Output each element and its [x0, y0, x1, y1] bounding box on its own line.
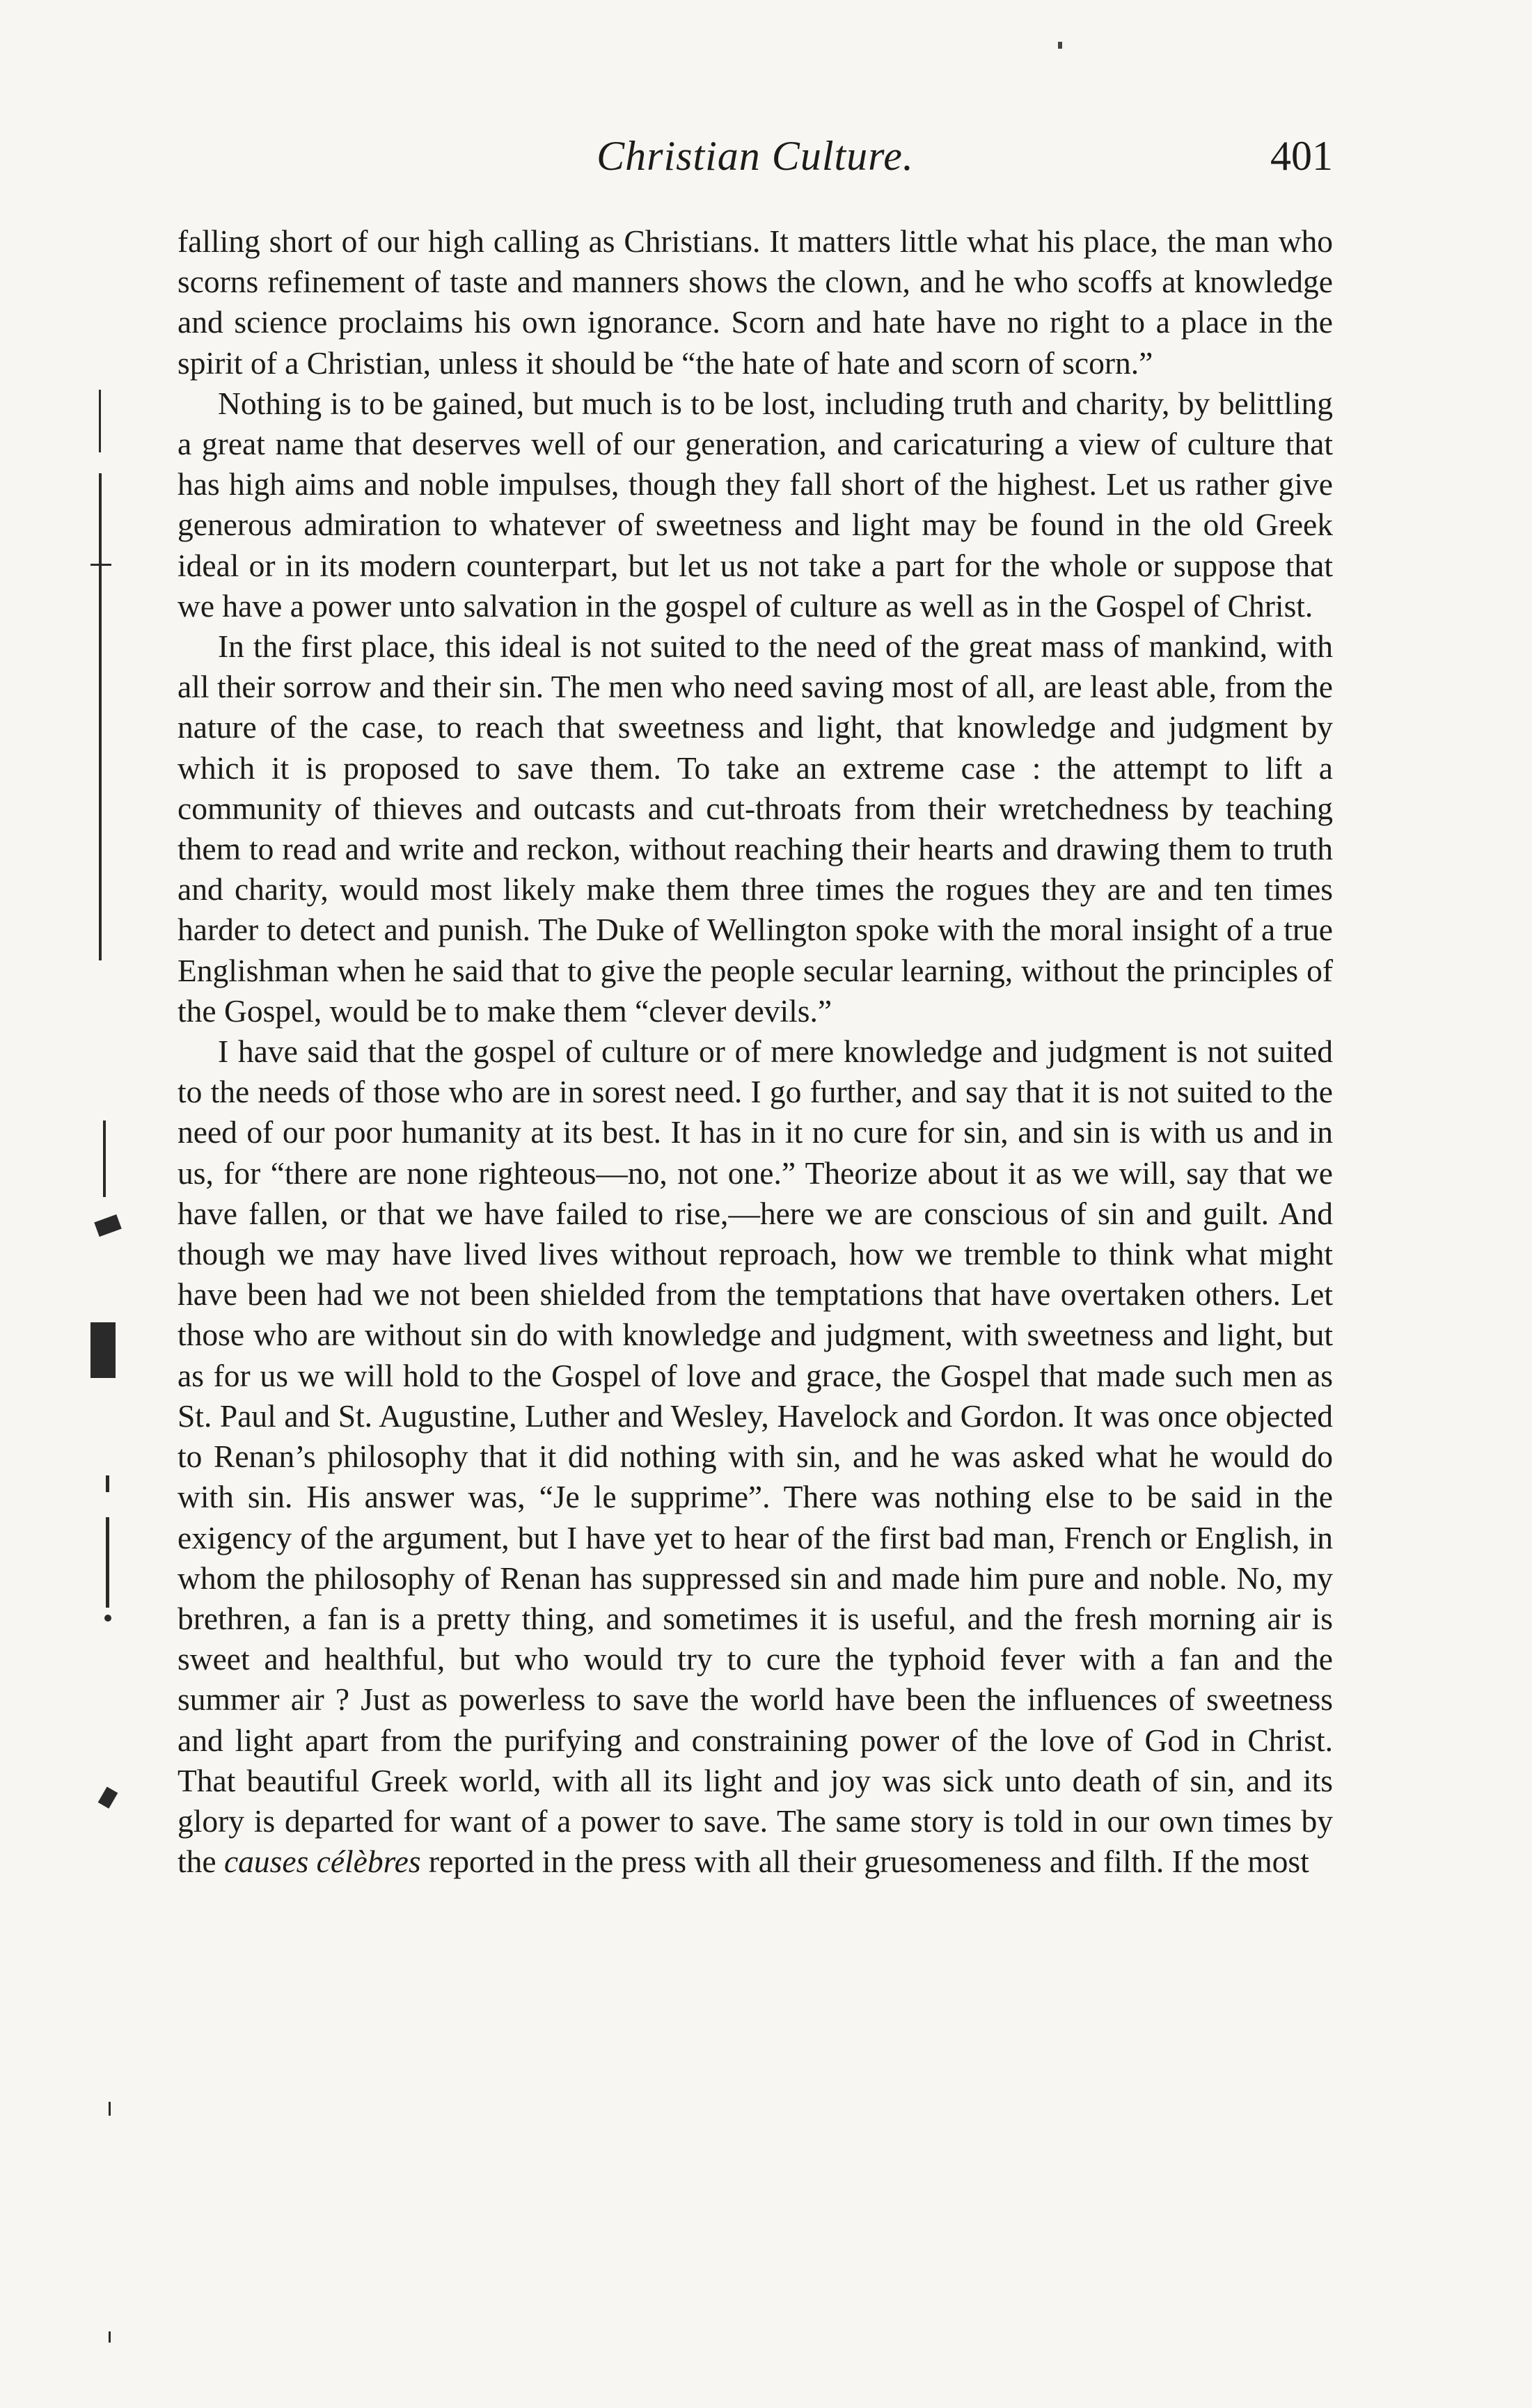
page-number: 401 [1270, 133, 1333, 179]
body-text [177, 221, 1333, 1882]
running-title: Christian Culture. [597, 133, 914, 179]
page-header [177, 132, 1333, 209]
paragraph-3: In the first place, this ideal is not suited to the need of the great mass of mankind, with all their sorrow and their sin. The men who need saving most of all, are least able, from the nature of the case, to reach that sweetness and light, that knowledge and judgment by which it is proposed to save them. To take an extreme case : the attempt to lift a community of thieves and outcasts and cut-throats from their wretchedness by teaching them to read and write and reckon, without reaching their hearts and drawing them to truth and charity, would most likely make them three times the rogues they are and ten times harder to detect and punish. The Duke of Wellington spoke with the moral insight of a true Englishman when he said that to give the people secular learning, without the principles of the Gospel, would be to make them “clever devils.” [177, 628, 1333, 1029]
paragraph-4: I have said that the gospel of culture or of mere knowledge and judgment is not suited to the needs of those who are in sorest need. I go further, and say that it is not suited to the need of our poor humanity at its best. It has in it no cure for sin, and sin is with us and in us, for “there are none righteous—no, not one.” Theorize about it as we will, say that we have fallen, or that we have failed to rise,—here we are conscious of sin and guilt. And though we may have lived lives without reproach, how we tremble to think what might have been had we not been shielded from the temptations that have overtaken others. Let those who are without sin do with knowledge and judgment, with sweetness and light, but as for us we will hold to the Gospel of love and grace, the Gospel that made such men as St. Paul and St. Augustine, Luther and Wesley, Havelock and Gordon. It was once objected to Renan’s philosophy that it did nothing with sin, and he was asked what he would do with sin. His answer was, “Je le supprime”. There was nothing else to be said in the exigency of the argument, but I have yet to hear of the first bad man, French or English, in whom the philosophy of Renan has suppressed sin and made him pure and noble. No, my brethren, a fan is a pretty thing, and sometimes it is useful, and the fresh morning air is sweet and healthful, but who would try to cure the typhoid fever with a fan and the summer air ? Just as powerless to save the world have been the influences of sweetness and light apart from the purifying and constraining power of the love of God in Christ. That beautiful Greek world, with all its light and joy was sick unto death of sin, and its glory is departed for want of a power to save. The same story is told in our own times by the causes célèbres reported in the press with all their gruesomeness and filth. If the most [177, 1033, 1333, 1880]
margin-annotations [63, 390, 146, 2408]
paragraph-1: falling short of our high calling as Christians. It matters little what his place, the man who scorns refinement of taste and manners shows the clown, and he who scoffs at knowledge and science proclaims his own ignorance. Scorn and hate have no right to a place in the spirit of a Christian, unless it should be “the hate of hate and scorn of scorn.” [177, 223, 1333, 381]
paragraph-2: Nothing is to be gained, but much is to be lost, including truth and charity, by belittling a great name that deserves well of our generation, and caricaturing a view of culture that has high aims and noble impulses, though they fall short of the highest. Let us rather give generous admiration to whatever of sweetness and light may be found in the old Greek ideal or in its modern counterpart, but let us not take a part for the whole or suppose that we have a power unto salvation in the gospel of culture as well as in the Gospel of Christ. [177, 385, 1333, 624]
print-speck [1058, 42, 1062, 49]
book-page [177, 132, 1333, 2359]
italic-phrase: causes célèbres [223, 1844, 421, 1880]
